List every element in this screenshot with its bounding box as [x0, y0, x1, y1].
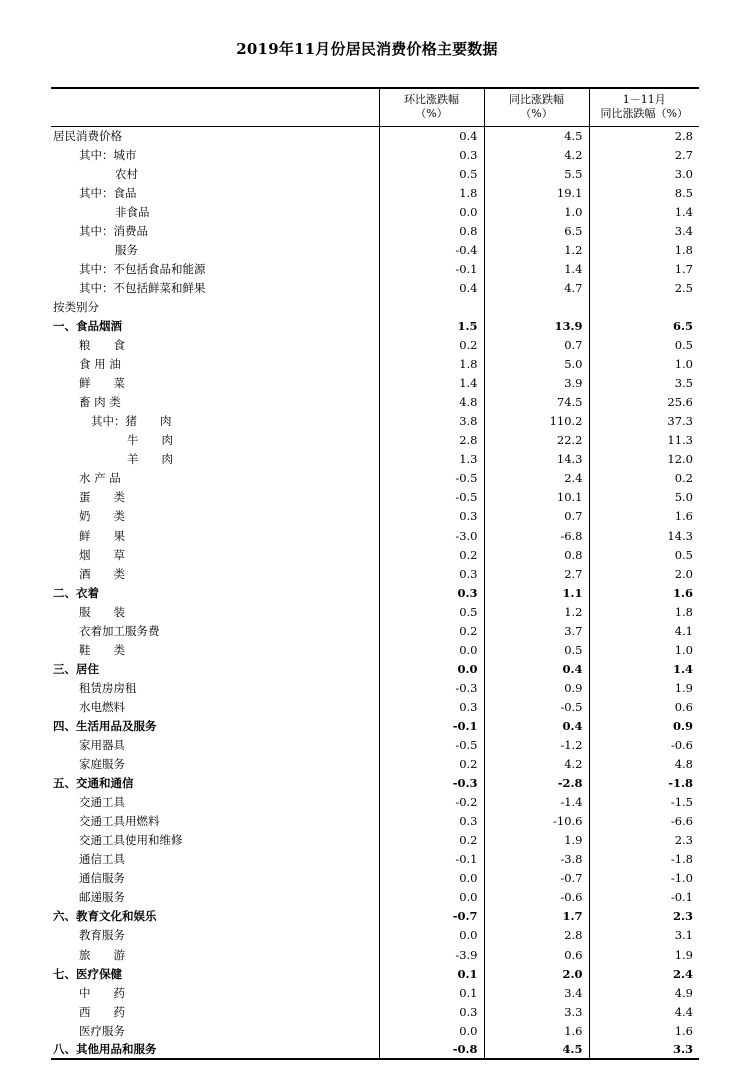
table-row	[51, 678, 699, 697]
yoy-value: 1.4	[484, 259, 589, 278]
mom-value: -0.8	[379, 1040, 484, 1059]
mom-value: -0.5	[379, 736, 484, 755]
row-label: 邮递服务	[79, 890, 125, 905]
table-row	[51, 336, 699, 355]
row-label: 粮 食	[79, 338, 125, 353]
yoy-value: 0.6	[484, 945, 589, 964]
yoy-value: -0.5	[484, 697, 589, 716]
mom-value: 0.5	[379, 164, 484, 183]
table-row	[51, 697, 699, 716]
yoy-value: 1.1	[484, 583, 589, 602]
yoy-value: 3.7	[484, 621, 589, 640]
row-label: 其中：不包括鲜菜和鲜果	[79, 280, 206, 295]
mom-value: -0.1	[379, 716, 484, 735]
row-label: 蛋 类	[79, 490, 125, 505]
mom-value: -0.7	[379, 907, 484, 926]
ytd-yoy-value: 0.9	[589, 716, 699, 735]
row-label: 其中：消费品	[79, 223, 148, 238]
header-mom-label: 环比涨跌幅	[404, 93, 459, 107]
mom-value: 0.0	[379, 640, 484, 659]
ytd-yoy-value: 4.4	[589, 1002, 699, 1021]
row-label: 交通工具使用和维修	[79, 833, 183, 848]
mom-value: 2.8	[379, 431, 484, 450]
yoy-value: 4.7	[484, 278, 589, 297]
yoy-value: 74.5	[484, 393, 589, 412]
yoy-value: 3.3	[484, 1002, 589, 1021]
ytd-yoy-value: 4.1	[589, 621, 699, 640]
ytd-yoy-value: 0.2	[589, 469, 699, 488]
ytd-yoy-value: 1.8	[589, 240, 699, 259]
mom-value: 0.2	[379, 545, 484, 564]
mom-value	[379, 297, 484, 316]
row-label: 三、居住	[53, 661, 99, 676]
yoy-value: 2.8	[484, 926, 589, 945]
row-label: 中 药	[79, 985, 125, 1000]
mom-value: 0.8	[379, 221, 484, 240]
table-row	[51, 316, 699, 335]
row-label: 其中：猪 肉	[91, 414, 172, 429]
yoy-value: 10.1	[484, 488, 589, 507]
row-label: 居民消费价格	[53, 128, 122, 143]
yoy-value: 4.5	[484, 1040, 589, 1059]
header-yoy-label: 同比涨跌幅	[509, 93, 564, 107]
table-row	[51, 736, 699, 755]
yoy-value: 0.7	[484, 507, 589, 526]
table-row	[51, 774, 699, 793]
mom-value: -0.5	[379, 469, 484, 488]
ytd-yoy-value: 1.4	[589, 659, 699, 678]
mom-value: 0.2	[379, 336, 484, 355]
mom-value: -0.4	[379, 240, 484, 259]
mom-value: 0.2	[379, 621, 484, 640]
yoy-value: 14.3	[484, 450, 589, 469]
mom-value: 0.2	[379, 755, 484, 774]
header-mom-change	[379, 88, 484, 126]
row-label: 七、医疗保健	[53, 966, 122, 981]
page-title: 2019年11月份居民消费价格主要数据	[236, 40, 498, 58]
mom-value: 0.3	[379, 145, 484, 164]
ytd-yoy-value: 4.8	[589, 755, 699, 774]
yoy-value: 1.0	[484, 202, 589, 221]
yoy-value: -0.7	[484, 869, 589, 888]
ytd-yoy-value: 2.8	[589, 126, 699, 145]
ytd-yoy-value: 12.0	[589, 450, 699, 469]
mom-value: 0.0	[379, 1021, 484, 1040]
table-row	[51, 926, 699, 945]
yoy-value: 2.4	[484, 469, 589, 488]
row-label: 按类别分	[53, 299, 99, 314]
row-label: 鲜 菜	[79, 376, 125, 391]
table-row	[51, 488, 699, 507]
row-label: 食 用 油	[79, 357, 121, 372]
ytd-yoy-value: 0.6	[589, 697, 699, 716]
row-label: 鞋 类	[79, 642, 125, 657]
ytd-yoy-value: 5.0	[589, 488, 699, 507]
yoy-value: -1.4	[484, 793, 589, 812]
row-label: 水电燃料	[79, 699, 125, 714]
table-row	[51, 278, 699, 297]
table-header	[51, 88, 699, 126]
row-label: 其中：不包括食品和能源	[79, 261, 206, 276]
row-label: 水 产 品	[79, 471, 121, 486]
ytd-yoy-value: -6.6	[589, 812, 699, 831]
table-row	[51, 526, 699, 545]
ytd-yoy-value: 1.4	[589, 202, 699, 221]
mom-value: 0.3	[379, 1002, 484, 1021]
mom-value: 3.8	[379, 412, 484, 431]
mom-value: 0.0	[379, 202, 484, 221]
row-label: 交通工具用燃料	[79, 814, 160, 829]
ytd-yoy-value: 1.6	[589, 1021, 699, 1040]
row-label: 烟 草	[79, 547, 125, 562]
table-row	[51, 545, 699, 564]
row-label: 家用器具	[79, 738, 125, 753]
row-label: 通信服务	[79, 871, 125, 886]
row-label: 医疗服务	[79, 1023, 125, 1038]
yoy-value: 1.6	[484, 1021, 589, 1040]
table-row	[51, 507, 699, 526]
mom-value: -0.3	[379, 774, 484, 793]
mom-value: 1.8	[379, 355, 484, 374]
yoy-value: -3.8	[484, 850, 589, 869]
mom-value: 0.3	[379, 564, 484, 583]
table-row	[51, 145, 699, 164]
yoy-value: 4.2	[484, 145, 589, 164]
ytd-yoy-value: 1.6	[589, 583, 699, 602]
ytd-yoy-value: 1.0	[589, 355, 699, 374]
table-row	[51, 183, 699, 202]
mom-value: 0.4	[379, 278, 484, 297]
yoy-value: 110.2	[484, 412, 589, 431]
ytd-yoy-value: -0.6	[589, 736, 699, 755]
yoy-value: -2.8	[484, 774, 589, 793]
yoy-value: 0.5	[484, 640, 589, 659]
yoy-value: 2.7	[484, 564, 589, 583]
table-row	[51, 602, 699, 621]
yoy-value: 0.7	[484, 336, 589, 355]
yoy-value: 1.9	[484, 831, 589, 850]
mom-value: -0.5	[379, 488, 484, 507]
table-row	[51, 716, 699, 735]
yoy-value: -10.6	[484, 812, 589, 831]
table-row	[51, 888, 699, 907]
row-label: 交通工具	[79, 795, 125, 810]
ytd-yoy-value: 37.3	[589, 412, 699, 431]
ytd-yoy-value: 3.1	[589, 926, 699, 945]
mom-value: 0.1	[379, 964, 484, 983]
row-label: 农村	[115, 166, 138, 181]
yoy-value: 1.2	[484, 602, 589, 621]
table-row	[51, 659, 699, 678]
row-label: 畜 肉 类	[79, 395, 121, 410]
mom-value: 0.3	[379, 507, 484, 526]
mom-value: 0.0	[379, 926, 484, 945]
table-row	[51, 259, 699, 278]
ytd-yoy-value: 0.5	[589, 545, 699, 564]
table-row	[51, 983, 699, 1002]
yoy-value: -0.6	[484, 888, 589, 907]
ytd-yoy-value: 1.9	[589, 678, 699, 697]
table-row	[51, 431, 699, 450]
ytd-yoy-value: 1.7	[589, 259, 699, 278]
row-label: 非食品	[115, 204, 150, 219]
table-row	[51, 964, 699, 983]
table-row	[51, 297, 699, 316]
mom-value: 0.5	[379, 602, 484, 621]
row-label: 服务	[115, 242, 138, 257]
yoy-value: 22.2	[484, 431, 589, 450]
table-row	[51, 1002, 699, 1021]
table-row	[51, 221, 699, 240]
row-label: 五、交通和通信	[53, 776, 134, 791]
mom-value: -0.1	[379, 259, 484, 278]
row-label: 四、生活用品及服务	[53, 718, 157, 733]
yoy-value: 0.4	[484, 659, 589, 678]
yoy-value: -1.2	[484, 736, 589, 755]
table-row	[51, 126, 699, 145]
yoy-value: 1.7	[484, 907, 589, 926]
table-row	[51, 469, 699, 488]
table-row	[51, 793, 699, 812]
cpi-data-table	[51, 87, 699, 1060]
row-label: 衣着加工服务费	[79, 623, 160, 638]
row-label: 奶 类	[79, 509, 125, 524]
row-label: 其中：食品	[79, 185, 137, 200]
ytd-yoy-value: 2.7	[589, 145, 699, 164]
yoy-value: 4.5	[484, 126, 589, 145]
header-ytd-period: 1－11月	[622, 93, 666, 107]
ytd-yoy-value: 4.9	[589, 983, 699, 1002]
table-row	[51, 412, 699, 431]
ytd-yoy-value: -1.8	[589, 774, 699, 793]
ytd-yoy-value: -1.0	[589, 869, 699, 888]
yoy-value: 2.0	[484, 964, 589, 983]
table-row	[51, 450, 699, 469]
mom-value: 0.0	[379, 659, 484, 678]
ytd-yoy-value: 6.5	[589, 316, 699, 335]
ytd-yoy-value: 3.4	[589, 221, 699, 240]
header-mom-unit: （%）	[415, 107, 448, 121]
ytd-yoy-value: 3.5	[589, 374, 699, 393]
row-label: 服 装	[79, 604, 125, 619]
ytd-yoy-value: -1.8	[589, 850, 699, 869]
row-label: 西 药	[79, 1004, 125, 1019]
ytd-yoy-value: 2.4	[589, 964, 699, 983]
row-label: 其中：城市	[79, 147, 137, 162]
table-row	[51, 1021, 699, 1040]
table-row	[51, 374, 699, 393]
ytd-yoy-value: 1.6	[589, 507, 699, 526]
yoy-value: 0.9	[484, 678, 589, 697]
mom-value: 1.4	[379, 374, 484, 393]
table-row	[51, 355, 699, 374]
header-yoy-change	[484, 88, 589, 126]
ytd-yoy-value: 1.8	[589, 602, 699, 621]
mom-value: -3.0	[379, 526, 484, 545]
ytd-yoy-value: -0.1	[589, 888, 699, 907]
ytd-yoy-value: 3.0	[589, 164, 699, 183]
table-row	[51, 1040, 699, 1059]
ytd-yoy-value: 14.3	[589, 526, 699, 545]
table-row	[51, 640, 699, 659]
table-row	[51, 812, 699, 831]
table-row	[51, 869, 699, 888]
mom-value: -0.3	[379, 678, 484, 697]
mom-value: 1.8	[379, 183, 484, 202]
mom-value: 0.3	[379, 583, 484, 602]
ytd-yoy-value: 3.3	[589, 1040, 699, 1059]
ytd-yoy-value: 1.0	[589, 640, 699, 659]
table-row	[51, 164, 699, 183]
mom-value: 4.8	[379, 393, 484, 412]
row-label: 租赁房房租	[79, 680, 137, 695]
ytd-yoy-value: 0.5	[589, 336, 699, 355]
row-label: 教育服务	[79, 928, 125, 943]
mom-value: 0.0	[379, 888, 484, 907]
table-row	[51, 831, 699, 850]
mom-value: 0.2	[379, 831, 484, 850]
yoy-value: 3.9	[484, 374, 589, 393]
mom-value: 0.1	[379, 983, 484, 1002]
row-label: 羊 肉	[127, 452, 173, 467]
mom-value: -3.9	[379, 945, 484, 964]
yoy-value: 0.4	[484, 716, 589, 735]
ytd-yoy-value: 2.3	[589, 907, 699, 926]
mom-value: 0.3	[379, 812, 484, 831]
header-yoy-unit: （%）	[520, 107, 553, 121]
yoy-value: 1.2	[484, 240, 589, 259]
table-row	[51, 945, 699, 964]
row-label: 旅 游	[79, 947, 125, 962]
mom-value: 1.5	[379, 316, 484, 335]
ytd-yoy-value: -1.5	[589, 793, 699, 812]
ytd-yoy-value: 25.6	[589, 393, 699, 412]
yoy-value: 6.5	[484, 221, 589, 240]
row-label: 六、教育文化和娱乐	[53, 909, 157, 924]
yoy-value: 5.0	[484, 355, 589, 374]
row-label: 鲜 果	[79, 528, 125, 543]
yoy-value: -6.8	[484, 526, 589, 545]
row-label: 牛 肉	[127, 433, 173, 448]
row-label: 八、其他用品和服务	[51, 1040, 379, 1059]
yoy-value: 13.9	[484, 316, 589, 335]
mom-value: 0.0	[379, 869, 484, 888]
ytd-yoy-value: 11.3	[589, 431, 699, 450]
yoy-value: 4.2	[484, 755, 589, 774]
row-label: 酒 类	[79, 566, 125, 581]
row-label: 家庭服务	[79, 757, 125, 772]
mom-value: -0.2	[379, 793, 484, 812]
ytd-yoy-value	[589, 297, 699, 316]
yoy-value: 0.8	[484, 545, 589, 564]
ytd-yoy-value: 2.5	[589, 278, 699, 297]
row-label: 二、衣着	[53, 585, 99, 600]
yoy-value	[484, 297, 589, 316]
row-label: 一、食品烟酒	[53, 318, 122, 333]
mom-value: 0.4	[379, 126, 484, 145]
mom-value: 1.3	[379, 450, 484, 469]
ytd-yoy-value: 1.9	[589, 945, 699, 964]
mom-value: 0.3	[379, 697, 484, 716]
table-row	[51, 621, 699, 640]
ytd-yoy-value: 2.3	[589, 831, 699, 850]
table-row	[51, 850, 699, 869]
mom-value: -0.1	[379, 850, 484, 869]
ytd-yoy-value: 8.5	[589, 183, 699, 202]
table-row	[51, 393, 699, 412]
header-category	[51, 88, 379, 126]
table-row	[51, 240, 699, 259]
table-row	[51, 907, 699, 926]
yoy-value: 5.5	[484, 164, 589, 183]
table-row	[51, 755, 699, 774]
table-body	[51, 126, 699, 1059]
yoy-value: 19.1	[484, 183, 589, 202]
row-label: 通信工具	[79, 852, 125, 867]
ytd-yoy-value: 2.0	[589, 564, 699, 583]
table-row	[51, 202, 699, 221]
header-ytd-yoy-change	[589, 88, 699, 126]
yoy-value: 3.4	[484, 983, 589, 1002]
table-row	[51, 564, 699, 583]
header-ytd-label: 同比涨跌幅（%）	[600, 107, 688, 121]
table-row	[51, 583, 699, 602]
